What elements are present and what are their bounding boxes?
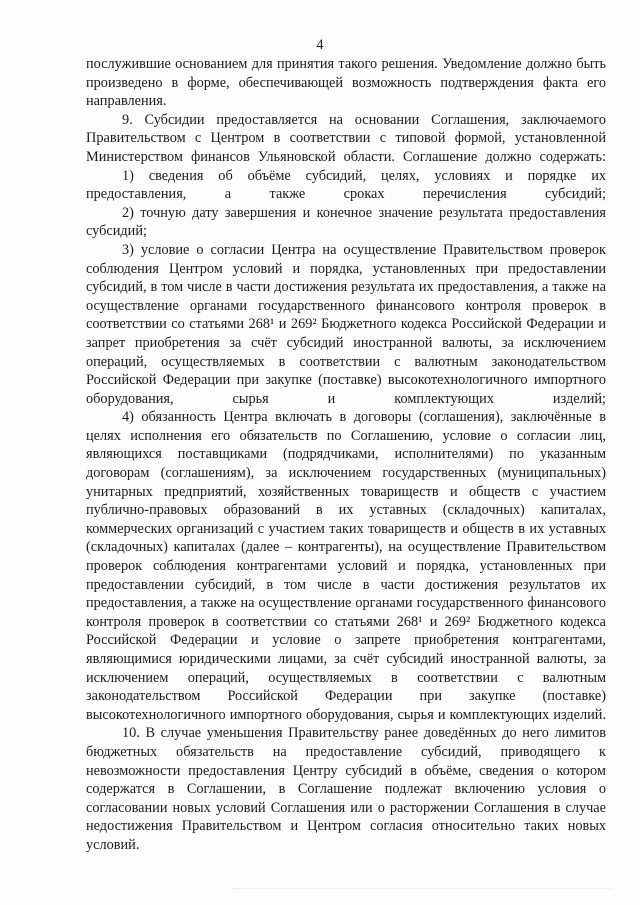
text-line: в целях исполнения его обязательств по Соглашению, условие о согласии лиц, (86, 409, 607, 444)
paragraph-item-9 (86, 111, 606, 167)
text-line: субсидий иностранной валюты, за исключением операций, осуществляемых (86, 334, 606, 370)
text-line: публично-правовых образований в их уставных (складочных) капиталах, (86, 502, 606, 519)
text-line: Федерации при закупке (поставке) высокотехнологичного импортного (86, 688, 606, 723)
text-line: их предоставления, а также на осуществление органами государственного (86, 279, 606, 314)
text-line: унитарных предприятий, хозяйственных товариществ и обществ с участием (86, 483, 606, 500)
page-number: 4 (316, 37, 324, 53)
text-line: Правительством с Центром в соответствии с типовой формой, установленной (86, 130, 606, 147)
text-line: договорам (соглашениям), за исключением государственных (муниципальных) (86, 465, 606, 482)
text-line: Соглашения в случае недостижения Правительством и Центром согласия (86, 799, 606, 835)
text-line: содержать: (539, 148, 606, 165)
text-line: органами государственного финансового контроля проверок в соответствии (86, 595, 607, 630)
text-line: 9. Субсидии предоставляется на основании Соглашения, заключаемого (122, 111, 606, 128)
text-line: 2) точную дату завершения и конечное значение результата (122, 204, 503, 221)
text-line: оборудования, сырья и комплектующих изделий. (305, 706, 607, 723)
paragraph-subitem-2 (86, 204, 606, 241)
text-line: о котором содержатся в Соглашении, в Соглашение подлежат включению (86, 762, 606, 798)
text-line: о запрете приобретения контрагентами, являющимися юридическими лицами, (86, 632, 606, 667)
text-line: предоставления субсидий; (86, 204, 606, 240)
text-line: быть произведено в форме, обеспечивающей возможность подтверждения (86, 56, 607, 91)
text-line: Бюджетного кодекса Российской Федерации и запрет приобретения за счёт (86, 316, 606, 351)
text-line: 1) сведения об объёме субсидий, целях, условиях и порядке (122, 167, 577, 184)
text-line: относительно таких новых условий. (86, 818, 607, 853)
text-line: 3) условие о согласии Центра на осуществление Правительством (122, 241, 543, 258)
text-line: финансового контроля проверок в соответствии со статьями 268¹ и 269² (86, 297, 606, 333)
text-line: в части достижения результатов их предоставления, а также на осуществление (86, 576, 606, 612)
text-line: условия о согласовании новых условий Соглашения или о расторжении (86, 781, 607, 816)
text-line: послужившие основанием для принятия такого решения. Уведомление должно (86, 56, 573, 72)
paragraph-subitem-3 (86, 241, 606, 408)
text-line: Министерством финансов Ульяновской области. Соглашение должно (86, 148, 532, 165)
text-line: их предоставления, а также сроках перечисления субсидий; (86, 167, 606, 203)
text-line: при закупке (поставке) высокотехнологичного импортного оборудования, (86, 372, 606, 407)
paragraph-item-10 (86, 724, 606, 854)
text-line: факта его направления. (86, 74, 607, 110)
text-line: осуществляемых в соответствии с валютным законодательством Российской (86, 669, 606, 705)
scan-artifact (232, 888, 612, 895)
text-line: сырья и комплектующих изделий; (232, 390, 606, 407)
text-line: проверок соблюдения Центром условий и порядка, установленных (86, 241, 606, 277)
text-line: являющихся поставщиками (подрядчиками, исполнителями) по указанным (86, 446, 606, 463)
text-line: условий и порядка, установленных при предоставлении субсидий, в том числе (86, 558, 607, 593)
text-line: коммерческих организаций с участием таких товариществ и обществ (86, 520, 514, 537)
text-line: 10. В случае уменьшения Правительству ранее доведённых до него (122, 725, 549, 742)
text-line: со статьями 268¹ и 269² Бюджетного кодекса Российской Федерации и условие (86, 613, 606, 649)
text-line: лимитов бюджетных обязательств на предоставление субсидий, приводящего (86, 725, 606, 760)
document-body (86, 55, 606, 855)
text-line: к невозможности предоставления Центру субсидий в объёме, сведения (86, 743, 606, 779)
text-line: 4) обязанность Центра включать в договоры (соглашения), заключённые (122, 409, 592, 426)
text-line: при предоставлении субсидий, в том числе в части достижения результата (86, 260, 606, 296)
paragraph-subitem-1 (86, 167, 606, 204)
text-line: в их уставных (складочных) капиталах (далее – контрагенты), (86, 520, 606, 556)
text-line: на осуществление Правительством проверок соблюдения контрагентами (86, 539, 607, 575)
text-line: в соответствии с валютным законодательством Российской Федерации (86, 353, 606, 389)
text-line: за счёт субсидий иностранной валюты, за исключением операций, (86, 651, 606, 686)
paragraph-subitem-4 (86, 408, 606, 724)
paragraph-continuation (86, 55, 606, 111)
